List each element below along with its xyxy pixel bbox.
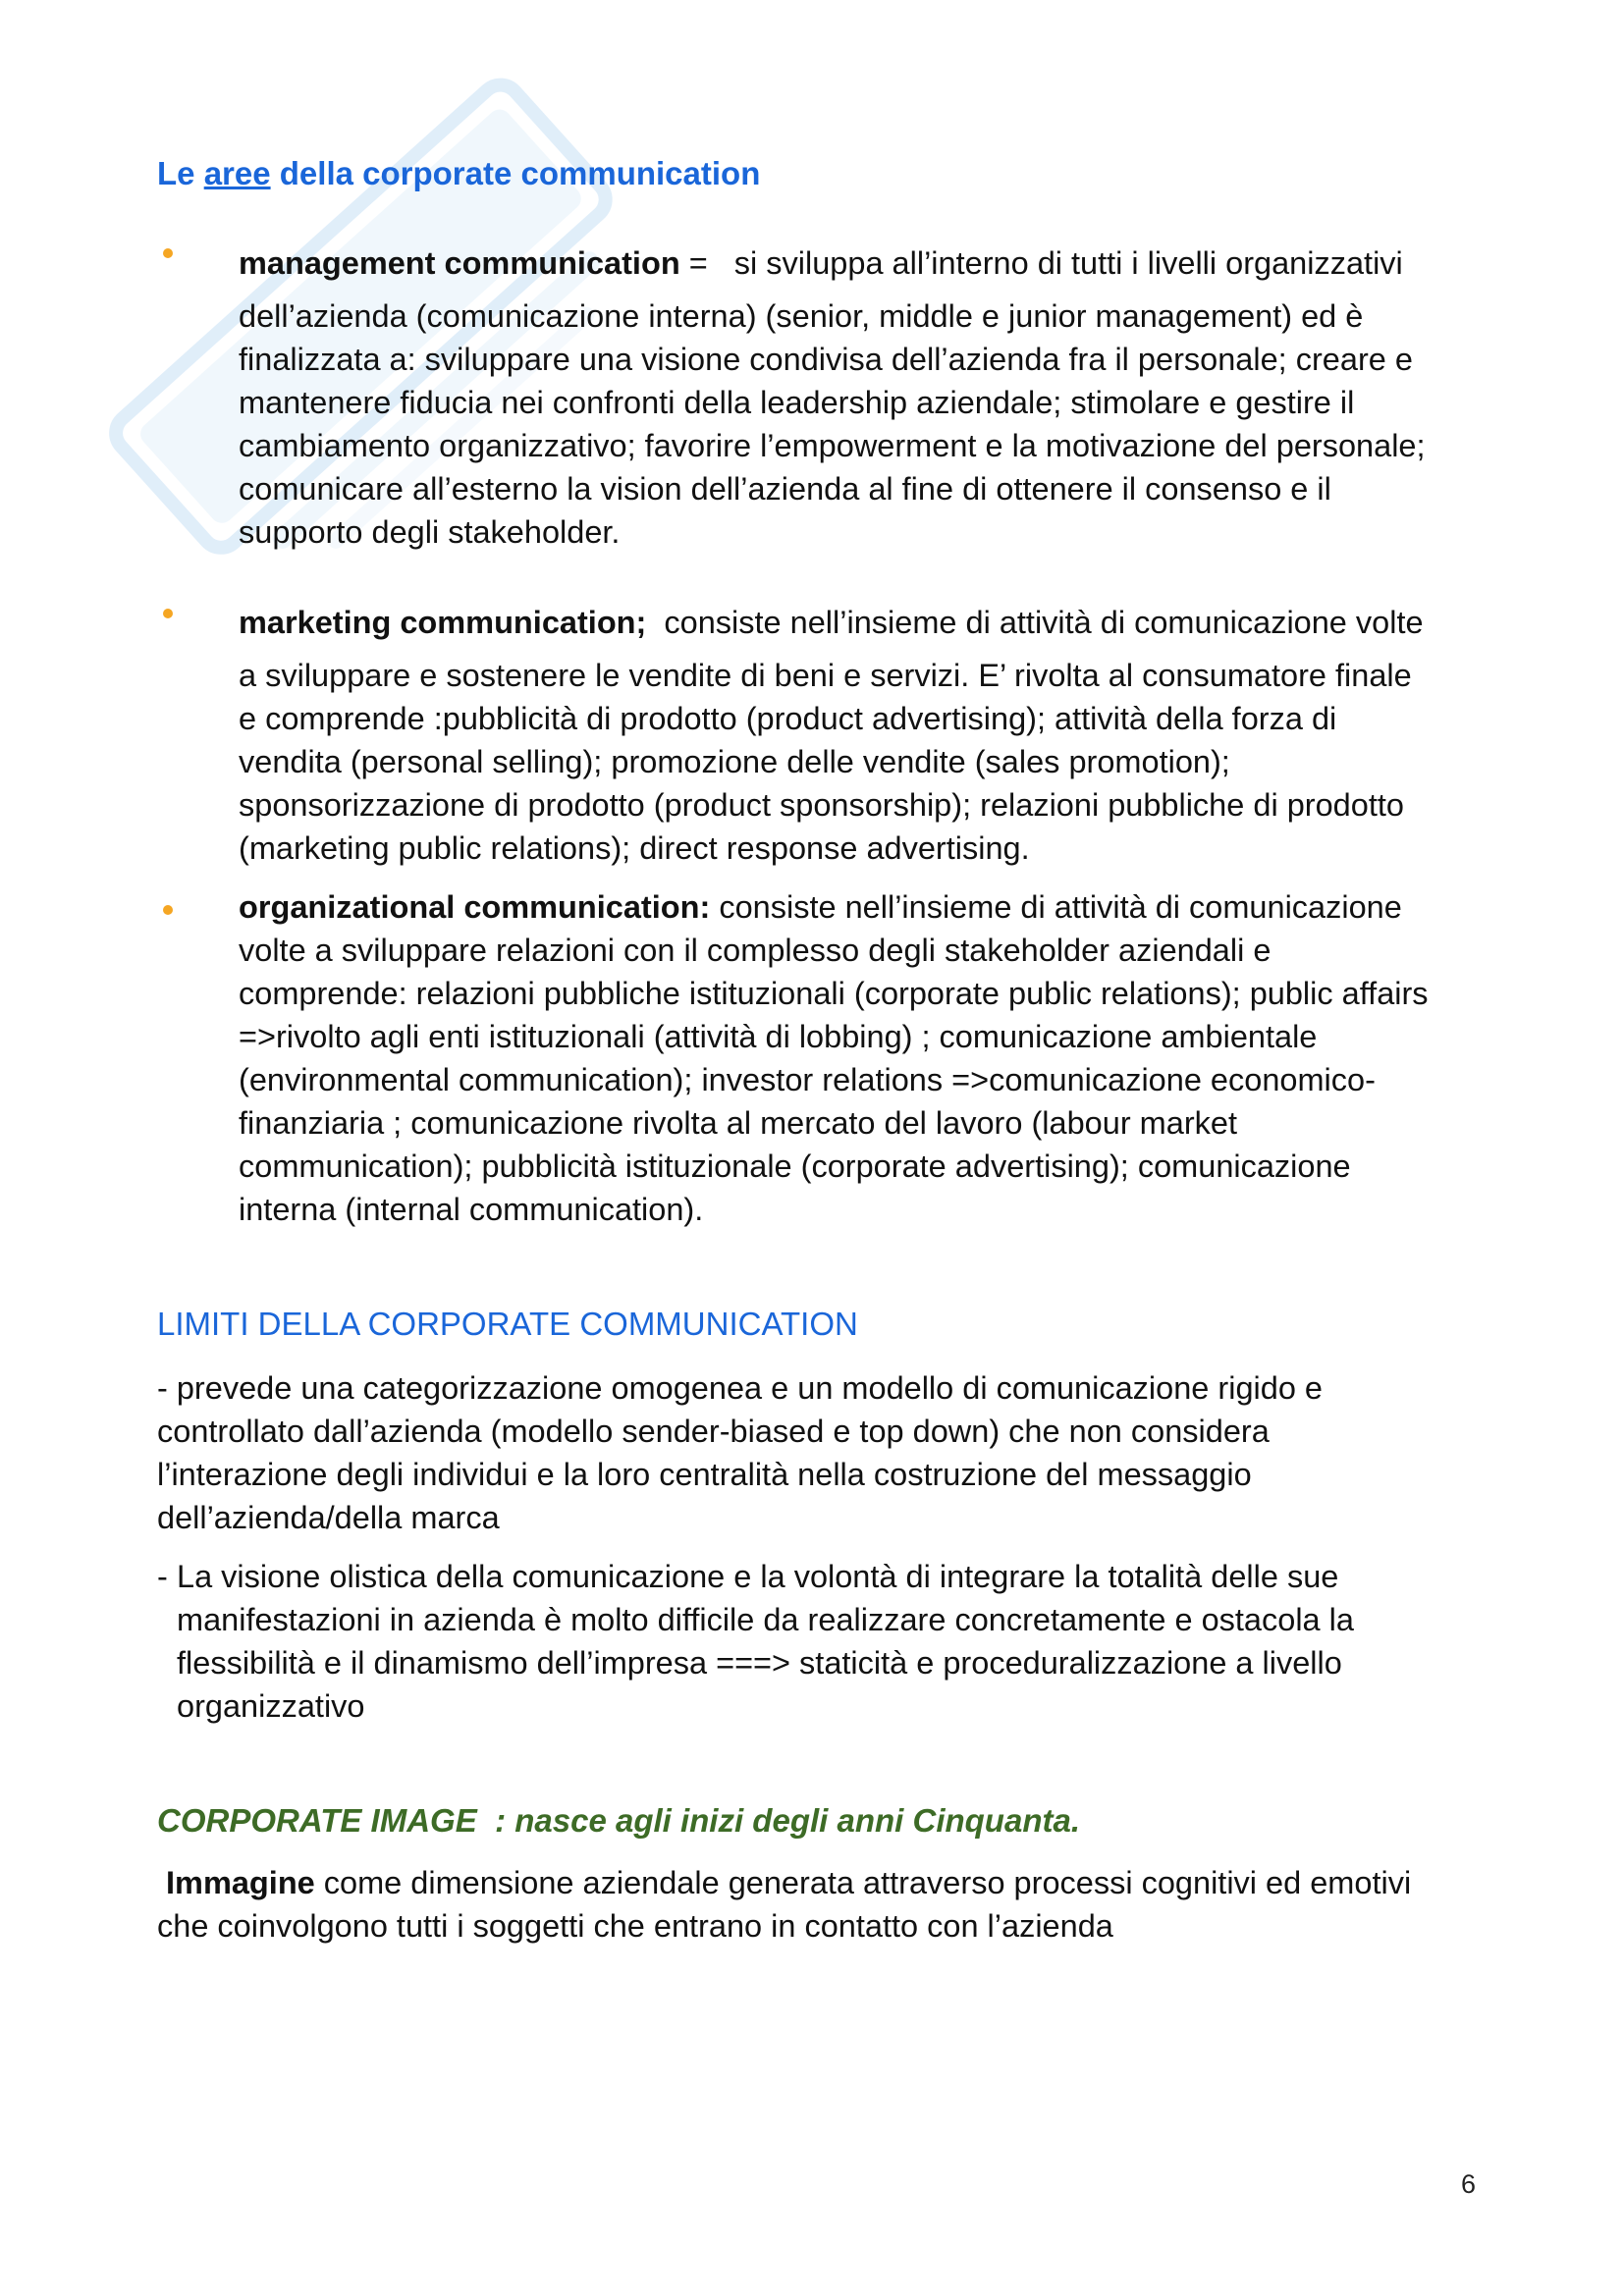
text-line: flessibilità e il dinamismo dell’impresa ===> staticità e proceduralizzazione a livello xyxy=(177,1645,1342,1681)
term-organizational: organizational communication: xyxy=(239,889,711,925)
text-line: interna (internal communication). xyxy=(239,1192,704,1227)
bullet-dot-icon xyxy=(163,905,173,915)
text-line: e comprende :pubblicità di prodotto (product advertising); attività della forza di xyxy=(239,701,1337,736)
text-line: consiste nell’insieme di attività di comunicazione volte xyxy=(664,605,1424,640)
separator: = xyxy=(679,245,734,281)
text-line: finalizzata a: sviluppare una visione condivisa dell’azienda fra il personale; creare e xyxy=(239,342,1413,377)
text-line: volte a sviluppare relazioni con il complesso degli stakeholder aziendali e xyxy=(239,933,1271,968)
bullet-dot-icon xyxy=(163,248,173,258)
text-line: - prevede una categorizzazione omogenea e un modello di comunicazione rigido e xyxy=(157,1370,1323,1406)
page-number: 6 xyxy=(1461,2169,1477,2199)
text-line: mantenere fiducia nei confronti della leadership aziendale; stimolare e gestire il xyxy=(239,385,1355,420)
text-line: (marketing public relations); direct response advertising. xyxy=(239,830,1030,866)
separator xyxy=(646,605,664,640)
bullet-marketing-communication xyxy=(239,601,1495,870)
text-line: come dimensione aziendale generata attraverso processi cognitivi ed emotivi xyxy=(314,1865,1412,1900)
text-line: dell’azienda/della marca xyxy=(157,1500,500,1535)
text-line: si sviluppa all’interno di tutti i livelli organizzativi xyxy=(733,245,1403,281)
text-line: vendita (personal selling); promozione delle vendite (sales promotion); xyxy=(239,744,1230,779)
heading-post: della corporate communication xyxy=(270,155,761,191)
text-line: La visione olistica della comunicazione e la volontà di integrare la totalità delle sue xyxy=(177,1559,1339,1594)
text-line: controllato dall’azienda (modello sender-biased e top down) che non considera xyxy=(157,1414,1270,1449)
limiti-point-2 xyxy=(157,1555,1473,1728)
text-line: (environmental communication); investor relations =>comunicazione economico- xyxy=(239,1062,1376,1097)
bullet-dot-icon xyxy=(163,609,173,618)
dash-marker: - xyxy=(157,1559,168,1594)
text-line: finanziaria ; comunicazione rivolta al mercato del lavoro (labour market xyxy=(239,1105,1237,1141)
section-title-limiti: LIMITI DELLA CORPORATE COMMUNICATION xyxy=(157,1306,858,1342)
text-line: comunicare all’esterno la vision dell’azienda al fine di ottenere il consenso e il xyxy=(239,471,1331,507)
term-immagine: Immagine xyxy=(166,1865,315,1900)
text-line: consiste nell’insieme di attività di comunicazione xyxy=(719,889,1402,925)
heading-aree-corporate-communication xyxy=(157,155,760,192)
text-line: supporto degli stakeholder. xyxy=(239,514,621,550)
text-line: organizzativo xyxy=(177,1688,365,1724)
term-management: management communication xyxy=(239,245,680,281)
corporate-image-paragraph xyxy=(157,1861,1473,1948)
limiti-point-1 xyxy=(157,1366,1473,1539)
bullet-organizational-communication xyxy=(239,885,1495,1231)
text-line: che coinvolgono tutti i soggetti che entrano in contatto con l’azienda xyxy=(157,1908,1113,1944)
text-line: =>rivolto agli enti istituzionali (attività di lobbing) ; comunicazione ambientale xyxy=(239,1019,1318,1054)
heading-underlined-word: aree xyxy=(203,155,271,191)
heading-pre: Le xyxy=(157,155,204,191)
text-line: a sviluppare e sostenere le vendite di beni e servizi. E’ rivolta al consumatore finale xyxy=(239,658,1412,693)
bullet-management-communication xyxy=(239,241,1495,554)
term-marketing: marketing communication; xyxy=(239,605,647,640)
text-line: comprende: relazioni pubbliche istituzionali (corporate public relations); public affairs xyxy=(239,976,1429,1011)
text-line: communication); pubblicità istituzionale (corporate advertising); comunicazione xyxy=(239,1148,1351,1184)
text-line: sponsorizzazione di prodotto (product sponsorship); relazioni pubbliche di prodotto xyxy=(239,787,1404,823)
separator xyxy=(710,889,719,925)
text-line: cambiamento organizzativo; favorire l’empowerment e la motivazione del personale; xyxy=(239,428,1426,463)
section-title-corporate-image: CORPORATE IMAGE : nasce agli inizi degli anni Cinquanta. xyxy=(157,1802,1080,1839)
text-line: dell’azienda (comunicazione interna) (senior, middle e junior management) ed è xyxy=(239,298,1364,334)
text-line: l’interazione degli individui e la loro centralità nella costruzione del messaggio xyxy=(157,1457,1252,1492)
text-line: manifestazioni in azienda è molto difficile da realizzare concretamente e ostacola la xyxy=(177,1602,1354,1637)
